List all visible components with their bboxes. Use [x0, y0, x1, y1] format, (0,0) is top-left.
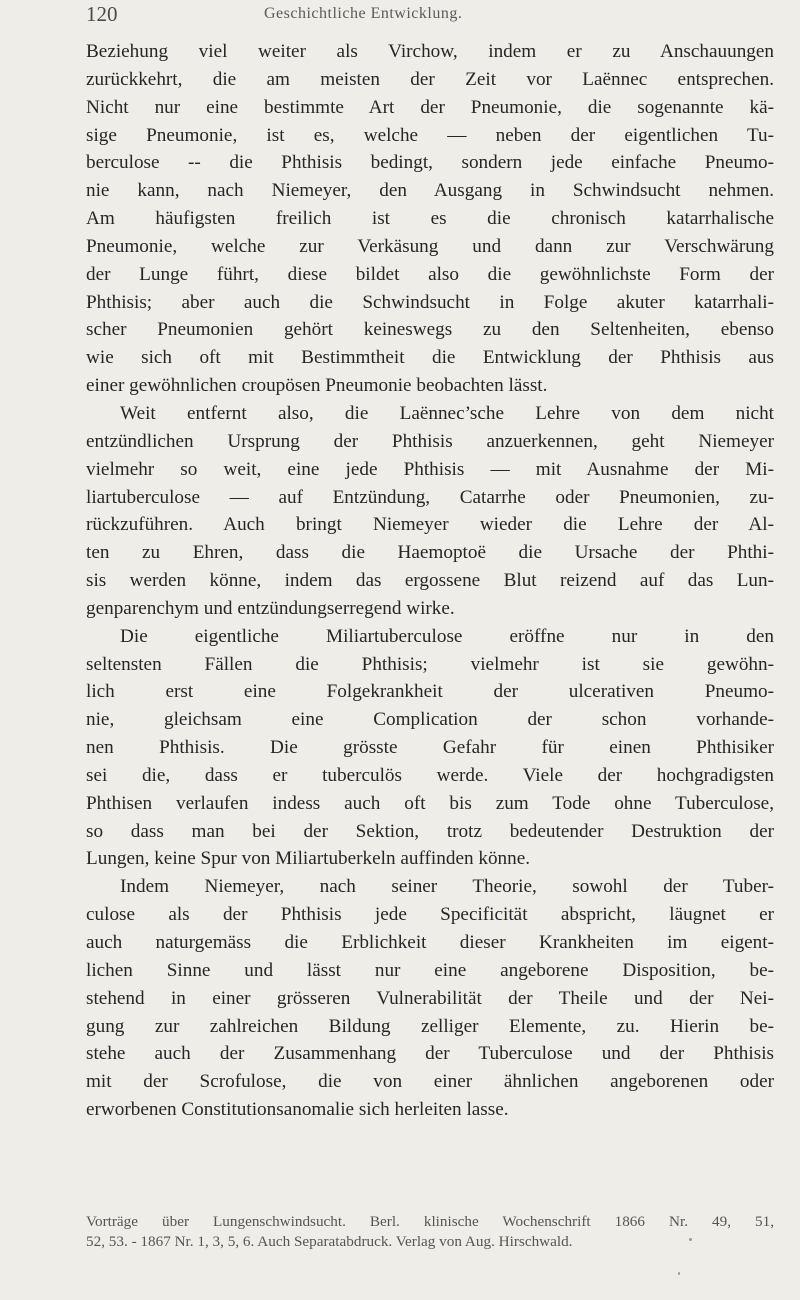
text-line: vielmehr so weit, eine jede Phthisis — mit Ausnahme der Mi- — [86, 458, 774, 480]
print-speck — [689, 1238, 692, 1241]
print-speck — [678, 1272, 680, 1275]
text-line: nie kann, nach Niemeyer, den Ausgang in Schwindsucht nehmen. — [86, 180, 774, 202]
text-line: ten zu Ehren, dass die Haemoptoë die Ursache der Phthi- — [86, 542, 774, 564]
text-line: Am häufigsten freilich ist es die chronisch katarrhalische — [86, 208, 774, 230]
text-line: gung zur zahlreichen Bildung zelliger Elemente, zu. Hierin be- — [86, 1015, 774, 1037]
text-line: sei die, dass er tuberculös werde. Viele der hochgradigsten — [86, 764, 774, 786]
text-line: Lungen, keine Spur von Miliartuberkeln auffinden könne. — [86, 848, 531, 870]
text-line: sige Pneumonie, ist es, welche — neben der eigentlichen Tu- — [86, 124, 774, 146]
text-line: culose als der Phthisis jede Specificität abspricht, läugnet er — [86, 904, 774, 926]
text-line: entzündlichen Ursprung der Phthisis anzuerkennen, geht Niemeyer — [86, 430, 774, 452]
text-line: seltensten Fällen die Phthisis; vielmehr ist sie gewöhn- — [86, 653, 774, 675]
text-line: nen Phthisis. Die grösste Gefahr für einen Phthisiker — [86, 737, 774, 759]
text-line: scher Pneumonien gehört keineswegs zu den Seltenheiten, ebenso — [86, 319, 774, 341]
text-line: wie sich oft mit Bestimmtheit die Entwicklung der Phthisis aus — [86, 347, 774, 369]
page-number: 120 — [86, 2, 118, 26]
running-title: Geschichtliche Entwicklung. — [264, 5, 463, 22]
text-line: stehe auch der Zusammenhang der Tuberculose und der Phthisis — [86, 1043, 774, 1065]
body-text — [86, 38, 774, 1124]
text-line: liartuberculose — auf Entzündung, Catarrhe oder Pneumonien, zu- — [86, 486, 774, 508]
text-line: Beziehung viel weiter als Virchow, indem er zu Anschauungen — [86, 41, 774, 62]
text-line: lich erst eine Folgekrankheit der ulcerativen Pneumo- — [86, 681, 774, 703]
text-line: nie, gleichsam eine Complication der schon vorhande- — [86, 709, 774, 731]
text-line: erworbenen Constitutionsanomalie sich herleiten lasse. — [86, 1099, 509, 1121]
footnote-line: Vorträge über Lungenschwindsucht. Berl. klinische Wochenschrift 1866 Nr. 49, 51, — [86, 1213, 774, 1230]
text-line: stehend in einer grösseren Vulnerabilität der Theile und der Nei- — [86, 987, 774, 1009]
footnote — [86, 1212, 774, 1252]
text-line: Weit entfernt also, die Laënnec’sche Lehre von dem nicht — [120, 402, 774, 424]
text-line: einer gewöhnlichen croupösen Pneumonie beobachten lässt. — [86, 375, 548, 397]
text-line: berculose -- die Phthisis bedingt, sondern jede einfache Pneumo- — [86, 152, 774, 174]
footnote-line: 52, 53. - 1867 Nr. 1, 3, 5, 6. Auch Separatabdruck. Verlag von Aug. Hirschwald. — [86, 1233, 573, 1250]
text-line: lichen Sinne und lässt nur eine angeborene Disposition, be- — [86, 959, 774, 981]
text-line: Nicht nur eine bestimmte Art der Pneumonie, die sogenannte kä- — [86, 96, 774, 118]
running-head — [86, 2, 766, 32]
text-line: Phthisis; aber auch die Schwindsucht in Folge akuter katarrhali- — [86, 291, 774, 313]
text-line: rückzuführen. Auch bringt Niemeyer wieder die Lehre der Al- — [86, 514, 774, 536]
text-line: so dass man bei der Sektion, trotz bedeutender Destruktion der — [86, 820, 774, 842]
text-line: Phthisen verlaufen indess auch oft bis zum Tode ohne Tuberculose, — [86, 792, 774, 814]
text-line: Indem Niemeyer, nach seiner Theorie, sowohl der Tuber- — [120, 876, 774, 898]
text-line: sis werden könne, indem das ergossene Blut reizend auf das Lun- — [86, 570, 774, 592]
text-line: auch naturgemäss die Erblichkeit dieser Krankheiten im eigent- — [86, 932, 774, 953]
text-line: der Lunge führt, diese bildet also die gewöhnlichste Form der — [86, 263, 774, 285]
text-line: Die eigentliche Miliartuberculose eröffne nur in den — [120, 625, 774, 647]
text-line: Pneumonie, welche zur Verkäsung und dann zur Verschwärung — [86, 235, 774, 257]
text-line: genparenchym und entzündungserregend wirke. — [86, 597, 455, 619]
text-line: mit der Scrofulose, die von einer ähnlichen angeborenen oder — [86, 1071, 774, 1093]
text-line: zurückkehrt, die am meisten der Zeit vor Laënnec entsprechen. — [86, 68, 774, 90]
